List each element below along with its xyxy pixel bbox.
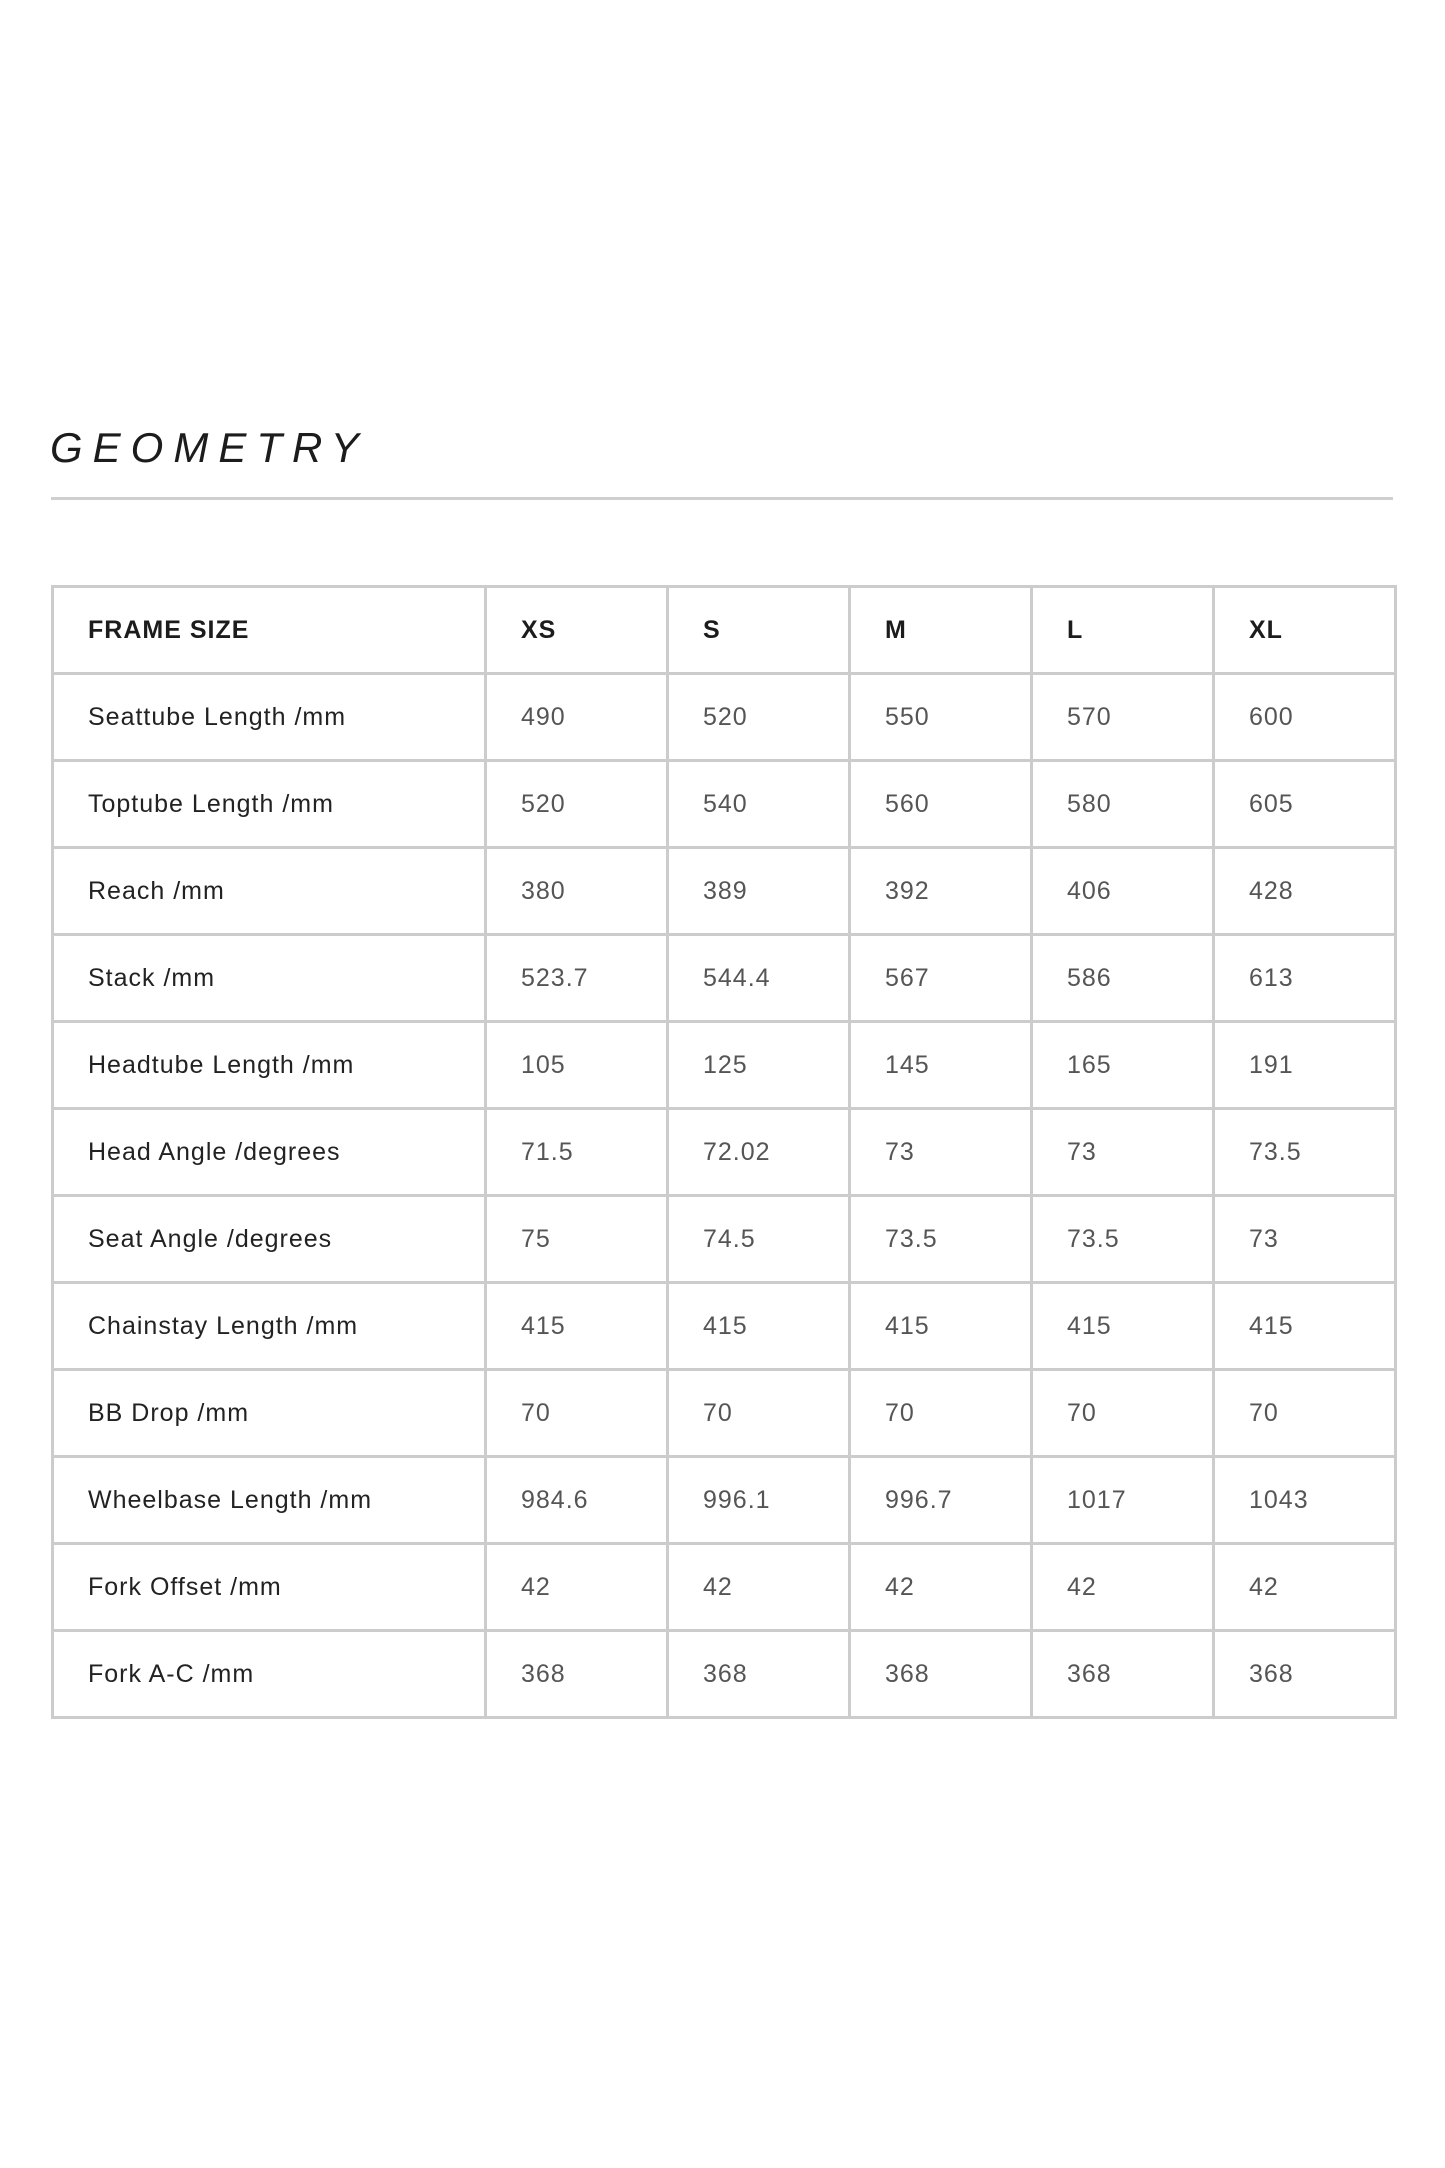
row-value: 580 xyxy=(1032,761,1214,848)
row-value: 389 xyxy=(668,848,850,935)
row-value: 520 xyxy=(668,674,850,761)
row-value: 73 xyxy=(850,1109,1032,1196)
row-value: 73 xyxy=(1032,1109,1214,1196)
row-value: 544.4 xyxy=(668,935,850,1022)
row-value: 380 xyxy=(486,848,668,935)
row-value: 73.5 xyxy=(850,1196,1032,1283)
row-label: Stack /mm xyxy=(53,935,486,1022)
row-value: 165 xyxy=(1032,1022,1214,1109)
row-label: Seattube Length /mm xyxy=(53,674,486,761)
row-value: 570 xyxy=(1032,674,1214,761)
row-label: Toptube Length /mm xyxy=(53,761,486,848)
row-label: Wheelbase Length /mm xyxy=(53,1457,486,1544)
row-value: 613 xyxy=(1214,935,1396,1022)
row-value: 984.6 xyxy=(486,1457,668,1544)
row-value: 71.5 xyxy=(486,1109,668,1196)
row-label: Headtube Length /mm xyxy=(53,1022,486,1109)
table-row xyxy=(53,1631,1396,1718)
row-value: 42 xyxy=(668,1544,850,1631)
row-value: 540 xyxy=(668,761,850,848)
row-value: 70 xyxy=(1032,1370,1214,1457)
row-label: Chainstay Length /mm xyxy=(53,1283,486,1370)
row-value: 600 xyxy=(1214,674,1396,761)
row-value: 125 xyxy=(668,1022,850,1109)
row-label: Head Angle /degrees xyxy=(53,1109,486,1196)
row-value: 415 xyxy=(486,1283,668,1370)
row-value: 75 xyxy=(486,1196,668,1283)
row-label: BB Drop /mm xyxy=(53,1370,486,1457)
row-value: 70 xyxy=(486,1370,668,1457)
row-value: 428 xyxy=(1214,848,1396,935)
row-value: 73 xyxy=(1214,1196,1396,1283)
row-value: 74.5 xyxy=(668,1196,850,1283)
page-title: GEOMETRY xyxy=(50,424,369,471)
row-value: 1017 xyxy=(1032,1457,1214,1544)
row-value: 605 xyxy=(1214,761,1396,848)
table-header-row xyxy=(53,587,1396,674)
row-value: 560 xyxy=(850,761,1032,848)
row-value: 406 xyxy=(1032,848,1214,935)
header-size-xs: XS xyxy=(486,587,668,674)
row-value: 42 xyxy=(1214,1544,1396,1631)
row-value: 523.7 xyxy=(486,935,668,1022)
table-row xyxy=(53,761,1396,848)
row-label: Fork Offset /mm xyxy=(53,1544,486,1631)
table-row xyxy=(53,1544,1396,1631)
row-value: 368 xyxy=(1214,1631,1396,1718)
table-row xyxy=(53,1283,1396,1370)
row-value: 42 xyxy=(850,1544,1032,1631)
row-value: 567 xyxy=(850,935,1032,1022)
row-value: 415 xyxy=(1032,1283,1214,1370)
row-value: 415 xyxy=(850,1283,1032,1370)
row-value: 415 xyxy=(668,1283,850,1370)
row-value: 70 xyxy=(1214,1370,1396,1457)
table-body xyxy=(53,674,1396,1718)
row-value: 70 xyxy=(850,1370,1032,1457)
row-value: 490 xyxy=(486,674,668,761)
row-value: 996.7 xyxy=(850,1457,1032,1544)
row-value: 368 xyxy=(850,1631,1032,1718)
header-size-l: L xyxy=(1032,587,1214,674)
row-value: 368 xyxy=(486,1631,668,1718)
header-size-m: M xyxy=(850,587,1032,674)
table-row xyxy=(53,935,1396,1022)
row-value: 72.02 xyxy=(668,1109,850,1196)
table-row xyxy=(53,1196,1396,1283)
row-value: 70 xyxy=(668,1370,850,1457)
table-row xyxy=(53,1109,1396,1196)
table-row xyxy=(53,1370,1396,1457)
title-divider xyxy=(51,497,1393,500)
row-value: 368 xyxy=(668,1631,850,1718)
row-label: Reach /mm xyxy=(53,848,486,935)
row-value: 73.5 xyxy=(1214,1109,1396,1196)
table-row xyxy=(53,1022,1396,1109)
row-value: 550 xyxy=(850,674,1032,761)
geometry-table xyxy=(51,585,1397,1719)
row-value: 1043 xyxy=(1214,1457,1396,1544)
row-value: 996.1 xyxy=(668,1457,850,1544)
table-row xyxy=(53,1457,1396,1544)
row-label: Fork A-C /mm xyxy=(53,1631,486,1718)
row-value: 73.5 xyxy=(1032,1196,1214,1283)
row-value: 42 xyxy=(1032,1544,1214,1631)
row-value: 392 xyxy=(850,848,1032,935)
row-value: 42 xyxy=(486,1544,668,1631)
row-value: 105 xyxy=(486,1022,668,1109)
row-value: 586 xyxy=(1032,935,1214,1022)
header-size-xl: XL xyxy=(1214,587,1396,674)
header-size-s: S xyxy=(668,587,850,674)
table-row xyxy=(53,674,1396,761)
row-value: 520 xyxy=(486,761,668,848)
header-frame-size: FRAME SIZE xyxy=(53,587,486,674)
row-value: 191 xyxy=(1214,1022,1396,1109)
row-value: 368 xyxy=(1032,1631,1214,1718)
row-label: Seat Angle /degrees xyxy=(53,1196,486,1283)
row-value: 415 xyxy=(1214,1283,1396,1370)
row-value: 145 xyxy=(850,1022,1032,1109)
table-row xyxy=(53,848,1396,935)
